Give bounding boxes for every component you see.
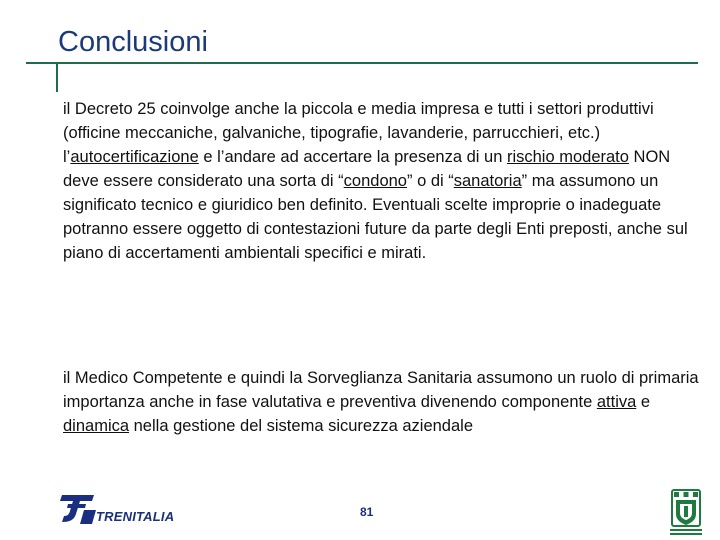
- text-span: l’: [63, 148, 71, 166]
- paragraph-medico-competente: [63, 366, 703, 438]
- paragraph-decreto-sentence-1: il Decreto 25 coinvolge anche la piccola e media impresa e tutti i settori produttivi (officine meccaniche, galvaniche, tipografie, lavanderie, parrucchieri, etc.): [63, 100, 654, 142]
- text-span: NON deve essere considerato una sorta di “: [63, 148, 671, 190]
- text-span: ” ma assumono un significato tecnico e giuridico ben definito. Eventuali scelte improprie o inadeguate potranno essere oggetto di contestazioni future da parte degli Enti preposti, anche sul piano di accertamenti ambientali specifici e mirati.: [63, 172, 688, 262]
- underlined-term-autocertificazione: autocertificazione: [70, 148, 199, 166]
- underlined-term-sanatoria: sanatoria: [453, 172, 522, 190]
- paragraph-medico-sentence: [63, 366, 703, 438]
- text-span: nella gestione del sistema sicurezza aziendale: [129, 417, 473, 435]
- title-vertical-rule: [56, 62, 58, 92]
- underlined-term-attiva: attiva: [596, 393, 637, 411]
- page-number: 81: [360, 505, 374, 519]
- underlined-term-dinamica: dinamica: [63, 417, 130, 435]
- paragraph-decreto-sentence-2: [63, 145, 703, 265]
- title-underline-rule: [26, 62, 698, 64]
- underlined-term-rischio-moderato: rischio moderato: [506, 148, 629, 166]
- trenitalia-logo-label: TRENITALIA: [96, 509, 175, 524]
- text-span: ” o di “: [406, 172, 454, 190]
- text-span: e: [636, 393, 651, 411]
- university-crest-icon: [664, 488, 708, 538]
- text-span: il Medico Competente e quindi la Sorveglianza Sanitaria assumono un ruolo di primaria importanza anche in fase valutativa e preventiva divenendo componente: [63, 369, 699, 411]
- paragraph-decreto: [63, 97, 703, 265]
- underlined-term-condono: condono: [343, 172, 407, 190]
- text-span: e l’andare ad accertare la presenza di un: [198, 148, 507, 166]
- slide-title: Conclusioni: [58, 26, 208, 58]
